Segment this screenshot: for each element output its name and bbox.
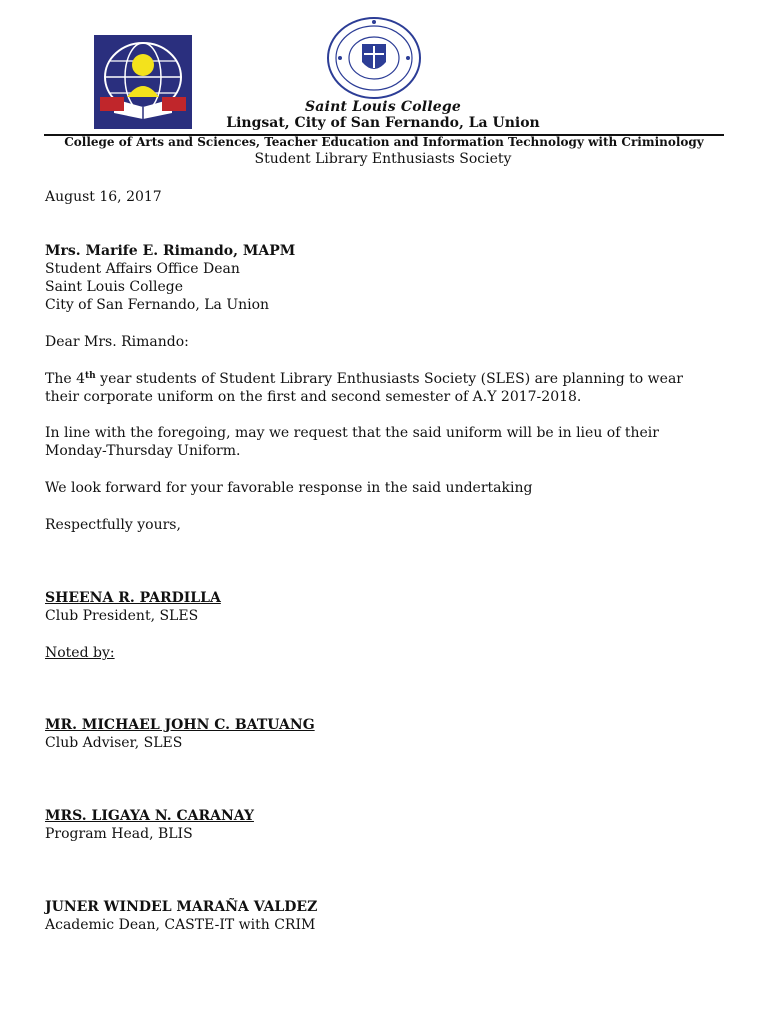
signatory-name: SHEENA R. PARDILLA (45, 590, 221, 606)
sles-logo-icon (94, 35, 192, 129)
signatory-title: Program Head, BLIS (45, 826, 193, 842)
salutation: Dear Mrs. Rimando: (45, 334, 189, 350)
paragraph-1-rest: year students of Student Library Enthusiasts Society (SLES) are planning to wear (95, 371, 683, 387)
paragraph-1-line-1 (45, 370, 683, 388)
signatory-name: MR. MICHAEL JOHN C. BATUANG (45, 717, 315, 733)
organization-name: Student Library Enthusiasts Society (254, 151, 512, 167)
recipient-institution: Saint Louis College (45, 279, 183, 295)
seal-icon (326, 16, 422, 100)
signatory-title: Club President, SLES (45, 608, 199, 624)
noted-by-label: Noted by: (45, 645, 115, 661)
college-name: Saint Louis College (305, 99, 461, 115)
college-address: Lingsat, City of San Fernando, La Union (226, 115, 540, 131)
paragraph-2-line-1: In line with the foregoing, may we request that the said uniform will be in lieu of their (45, 425, 659, 441)
paragraph-3: We look forward for your favorable response in the said undertaking (45, 480, 533, 496)
recipient-name: Mrs. Marife E. Rimando, MAPM (45, 243, 296, 259)
sles-club-logo (94, 35, 192, 129)
signatory-name: MRS. LIGAYA N. CARANAY (45, 808, 254, 824)
paragraph-1-line-2: their corporate uniform on the first and second semester of A.Y 2017-2018. (45, 389, 582, 405)
recipient-position: Student Affairs Office Dean (45, 261, 240, 277)
department-line: College of Arts and Sciences, Teacher Education and Information Technology with Criminology (64, 135, 704, 149)
saint-louis-college-seal (326, 16, 422, 100)
signatory-title: Academic Dean, CASTE-IT with CRIM (45, 917, 316, 933)
closing: Respectfully yours, (45, 517, 181, 533)
paragraph-1-start: The 4 (45, 371, 85, 387)
letter-date: August 16, 2017 (45, 189, 162, 205)
ordinal-suffix: th (85, 371, 96, 381)
signatory-title: Club Adviser, SLES (45, 735, 183, 751)
signatory-name: JUNER WINDEL MARAÑA VALDEZ (45, 899, 318, 915)
paragraph-2-line-2: Monday-Thursday Uniform. (45, 443, 241, 459)
recipient-address: City of San Fernando, La Union (45, 297, 270, 313)
